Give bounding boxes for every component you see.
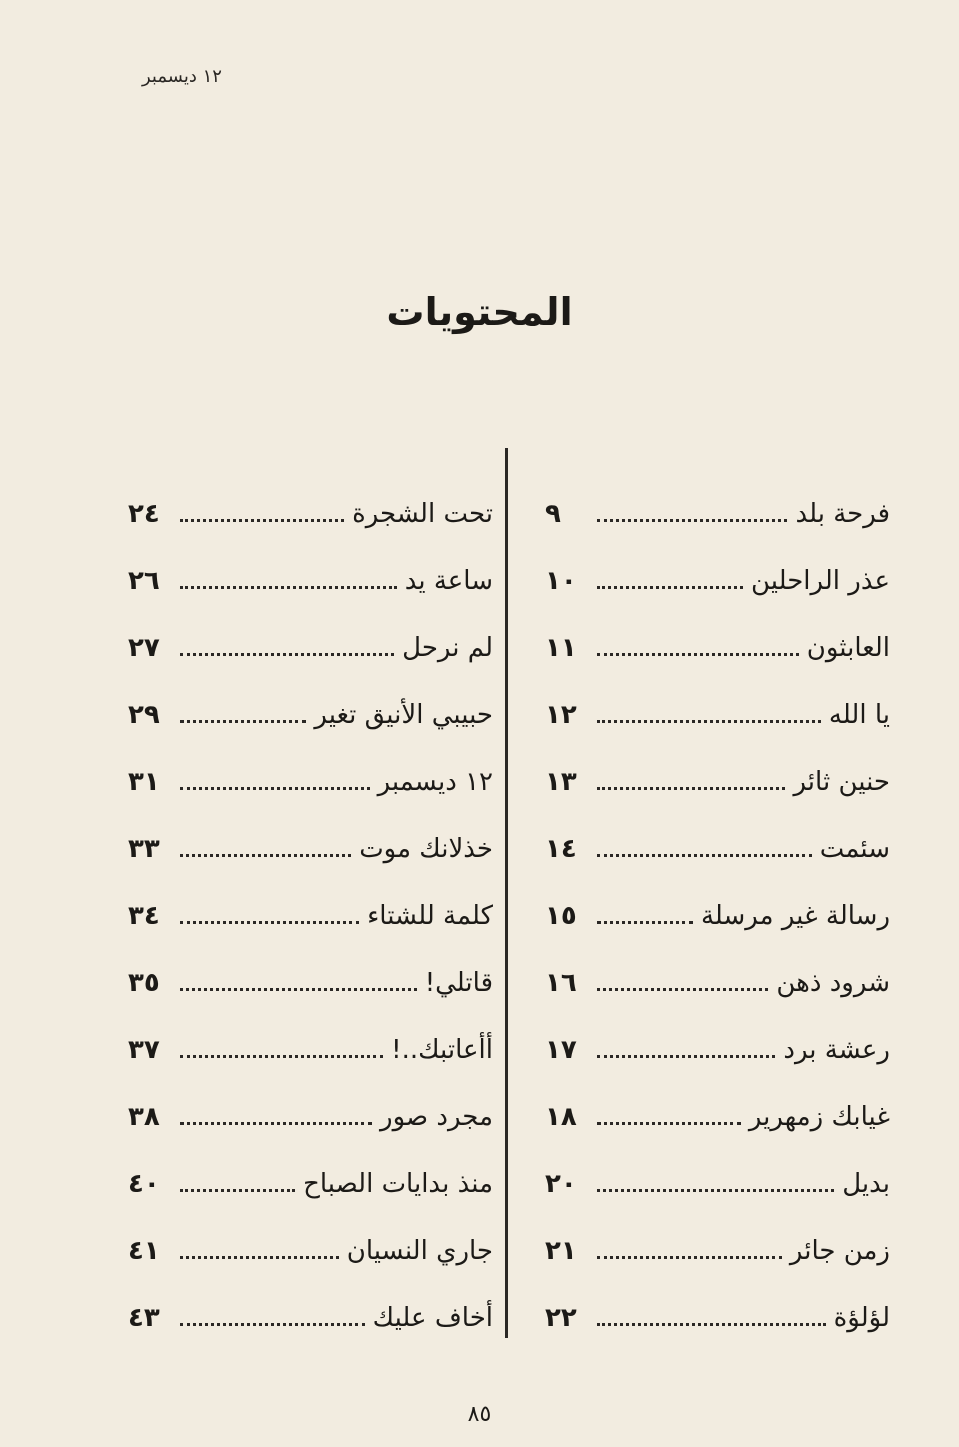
toc-entry [545, 1217, 890, 1284]
toc-entry [128, 748, 493, 815]
toc-entry-page-number: ٣٥ [128, 967, 160, 998]
dot-leader [180, 921, 359, 924]
dot-leader [597, 519, 787, 522]
toc-entry-title: مجرد صور [380, 1101, 493, 1132]
toc-entry-page-number: ٢٩ [128, 699, 160, 730]
toc-entry [128, 949, 493, 1016]
toc-entry-title: أخاف عليك [372, 1302, 493, 1333]
toc-entry-page-number: ١٧ [545, 1034, 577, 1065]
toc-entry [545, 815, 890, 882]
dot-leader [180, 854, 351, 857]
dot-leader [180, 1122, 372, 1125]
dot-leader [180, 1055, 383, 1058]
dot-leader [180, 519, 344, 522]
toc-entry-page-number: ٢٤ [128, 498, 160, 529]
toc-entry [545, 882, 890, 949]
dot-leader [597, 988, 768, 991]
toc-entry-page-number: ٩ [545, 498, 561, 529]
dot-leader [180, 586, 397, 589]
toc-entry-page-number: ١٨ [545, 1101, 577, 1132]
dot-leader [597, 1323, 826, 1326]
toc-entry-page-number: ٤٠ [128, 1168, 160, 1199]
toc-entry-title: العابثون [806, 632, 890, 663]
dot-leader [597, 787, 785, 790]
toc-entry [545, 1284, 890, 1351]
toc-entry-page-number: ١١ [545, 632, 577, 663]
toc-entry [545, 1150, 890, 1217]
dot-leader [180, 1256, 339, 1259]
toc-entry-page-number: ٣٧ [128, 1034, 160, 1065]
toc-entry-title: ١٢ ديسمبر [377, 766, 493, 797]
toc-entry-title: بديل [842, 1168, 890, 1199]
toc-entry-title: غيابك زمهرير [748, 1101, 890, 1132]
toc-entry-title: جاري النسيان [346, 1235, 493, 1266]
toc-entry-title: زمن جائر [789, 1235, 890, 1266]
toc-entry-title: عذر الراحلين [750, 565, 890, 596]
toc-entry-title: منذ بدايات الصباح [303, 1168, 493, 1199]
toc-entry-page-number: ٢١ [545, 1235, 577, 1266]
toc-entry-title: لؤلؤة [833, 1302, 890, 1333]
toc-entry [128, 1016, 493, 1083]
toc-entry [128, 1284, 493, 1351]
toc-entry-title: لم نرحل [402, 632, 493, 663]
toc-entry-title: خذلانك موت [359, 833, 493, 864]
running-header: ١٢ ديسمبر [142, 66, 222, 87]
dot-leader [597, 586, 743, 589]
toc-entry-title: ساعة يد [404, 565, 493, 596]
toc-entry [545, 547, 890, 614]
toc-entry-page-number: ٢٧ [128, 632, 160, 663]
toc-entry-title: شرود ذهن [776, 967, 890, 998]
toc-entry-page-number: ٣٣ [128, 833, 160, 864]
toc-entry-page-number: ٣٤ [128, 900, 160, 931]
dot-leader [597, 921, 693, 924]
toc-entry [545, 614, 890, 681]
dot-leader [597, 1189, 834, 1192]
dot-leader [597, 1055, 775, 1058]
toc-entry [128, 815, 493, 882]
toc-entry-title: كلمة للشتاء [367, 900, 493, 931]
toc-entry [128, 1150, 493, 1217]
toc-column-left [128, 480, 493, 1351]
toc-entry-title: قاتلي! [424, 967, 493, 998]
toc-entry [545, 748, 890, 815]
toc-entry [128, 1217, 493, 1284]
toc-entry-page-number: ١٣ [545, 766, 577, 797]
toc-entry-page-number: ٣٨ [128, 1101, 160, 1132]
column-divider [505, 448, 508, 1338]
toc-entry-title: فرحة بلد [795, 498, 890, 529]
toc-entry [128, 547, 493, 614]
toc-entry [128, 614, 493, 681]
toc-entry-page-number: ٤٣ [128, 1302, 160, 1333]
toc-entry [128, 681, 493, 748]
dot-leader [180, 787, 370, 790]
toc-column-right [545, 480, 890, 1351]
toc-entry-title: حبيبي الأنيق تغير [314, 699, 493, 730]
toc-entry-title: رسالة غير مرسلة [700, 900, 890, 931]
toc-entry [545, 949, 890, 1016]
dot-leader [180, 1189, 295, 1192]
dot-leader [180, 1323, 365, 1326]
toc-entry-title: حنين ثائر [793, 766, 890, 797]
toc-entry-page-number: ١٥ [545, 900, 577, 931]
dot-leader [597, 720, 821, 723]
toc-entry [128, 1083, 493, 1150]
toc-entry-page-number: ١٦ [545, 967, 577, 998]
toc-entry [545, 480, 890, 547]
toc-entry [545, 1083, 890, 1150]
toc-entry-title: تحت الشجرة [352, 498, 493, 529]
dot-leader [180, 988, 417, 991]
toc-entry-title: يا الله [828, 699, 890, 730]
toc-entry-page-number: ٢٠ [545, 1168, 577, 1199]
dot-leader [597, 1122, 741, 1125]
toc-entry-page-number: ٢٢ [545, 1302, 577, 1333]
toc-entry-page-number: ٣١ [128, 766, 160, 797]
dot-leader [597, 1256, 782, 1259]
dot-leader [597, 653, 799, 656]
toc-entry-page-number: ١٢ [545, 699, 577, 730]
toc-entry-title: رعشة برد [783, 1034, 890, 1065]
page-number: ٨٥ [467, 1402, 492, 1427]
toc-entry [545, 681, 890, 748]
dot-leader [180, 653, 394, 656]
toc-entry [128, 882, 493, 949]
toc-entry-page-number: ١٤ [545, 833, 577, 864]
dot-leader [180, 720, 306, 723]
toc-entry-page-number: ٢٦ [128, 565, 160, 596]
dot-leader [597, 854, 812, 857]
toc-entry [128, 480, 493, 547]
toc-entry-title: سئمت [819, 833, 890, 864]
toc-entry-page-number: ٤١ [128, 1235, 160, 1266]
toc-entry [545, 1016, 890, 1083]
toc-entry-page-number: ١٠ [545, 565, 577, 596]
page-title: المحتويات [386, 290, 573, 334]
toc-entry-title: أأعاتبك..! [391, 1034, 493, 1065]
